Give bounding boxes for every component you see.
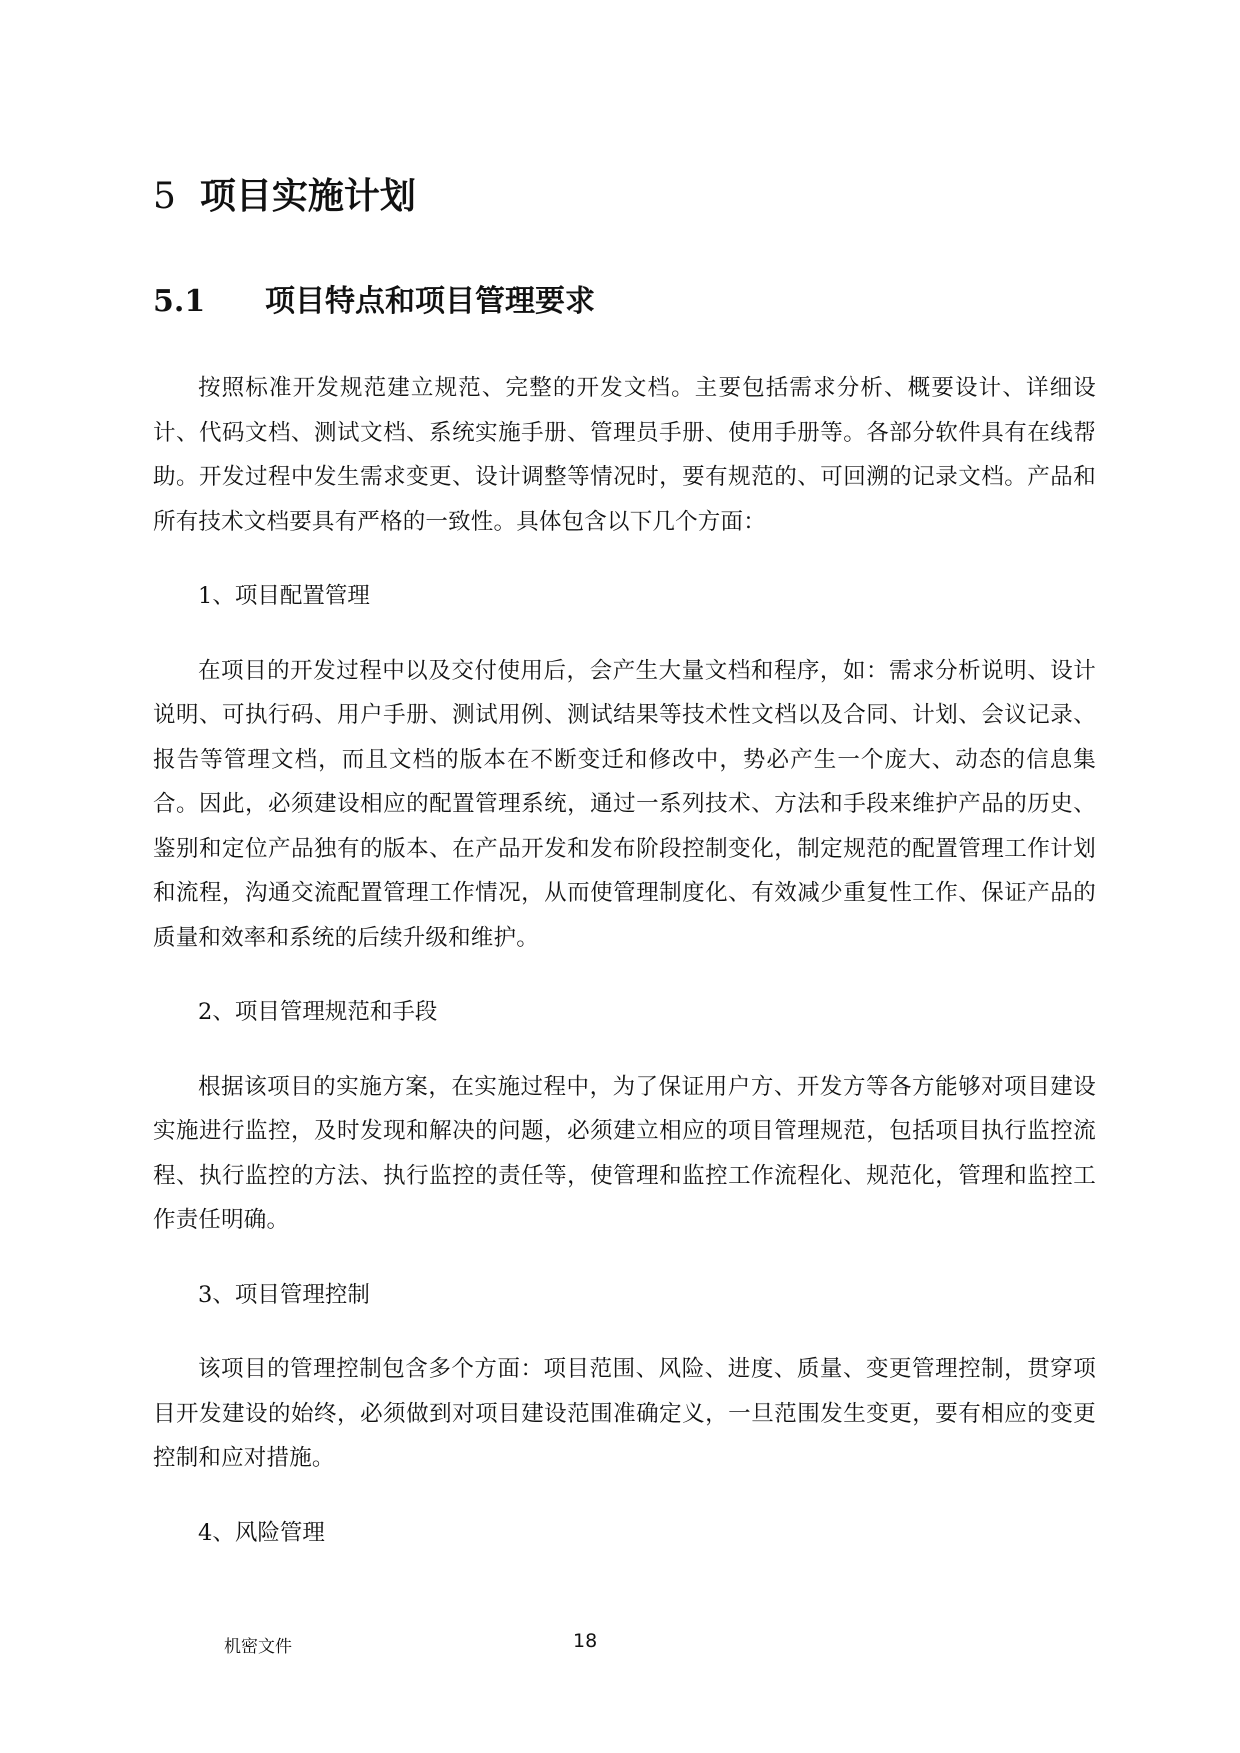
paragraph-config-management: 在项目的开发过程中以及交付使用后，会产生大量文档和程序，如：需求分析说明、设计说明、可执行码、用户手册、测试用例、测试结果等技术性文档以及合同、计划、会议记录、报告等管理文档，而且文档的版本在不断变迁和修改中，势必产生一个庞大、动态的信息集合。因此，必须建设相应的配置管理系统，通过一系列技术、方法和手段来维护产品的历史、鉴别和定位产品独有的版本、在产品开发和发布阶段控制变化，制定规范的配置管理工作计划和流程，沟通交流配置管理工作情况，从而使管理制度化、有效减少重复性工作、保证产品的质量和效率和系统的后续升级和维护。 [153, 657, 1096, 951]
paragraph-standards: 根据该项目的实施方案，在实施过程中，为了保证用户方、开发方等各方能够对项目建设实施进行监控，及时发现和解决的问题，必须建立相应的项目管理规范，包括项目执行监控流程、执行监控的方法、执行监控的责任等，使管理和监控工作流程化、规范化，管理和监控工作责任明确。 [153, 1073, 1096, 1233]
chapter-title: 项目实施计划 [199, 176, 416, 217]
chapter-heading [153, 168, 1096, 228]
intro-paragraph: 按照标准开发规范建立规范、完整的开发文档。主要包括需求分析、概要设计、详细设计、代码文档、测试文档、系统实施手册、管理员手册、使用手册等。各部分软件具有在线帮助。开发过程中发生需求变更、设计调整等情况时，要有规范的、可回溯的记录文档。产品和所有技术文档要具有严格的一致性。具体包含以下几个方面： [153, 375, 1096, 535]
subsection-title-control: 3、项目管理控制 [198, 1281, 370, 1308]
subsection-title-standards: 2、项目管理规范和手段 [198, 999, 438, 1025]
subsection-title-config: 1、项目配置管理 [198, 583, 370, 609]
page-number: 18 [573, 1630, 598, 1652]
section-heading [153, 276, 1096, 324]
confidential-label: 机密文件 [224, 1637, 292, 1657]
chapter-number: 5 [153, 176, 176, 217]
section-number: 5.1 [153, 284, 206, 319]
page-footer [0, 1632, 1240, 1662]
paragraph-control: 该项目的管理控制包含多个方面：项目范围、风险、进度、质量、变更管理控制，贯穿项目开发建设的始终，必须做到对项目建设范围准确定义，一旦范围发生变更，要有相应的变更控制和应对措施。 [153, 1356, 1096, 1471]
subsection-title-risk: 4、风险管理 [198, 1519, 325, 1546]
section-title: 项目特点和项目管理要求 [265, 284, 595, 319]
page-content [153, 168, 1096, 1555]
